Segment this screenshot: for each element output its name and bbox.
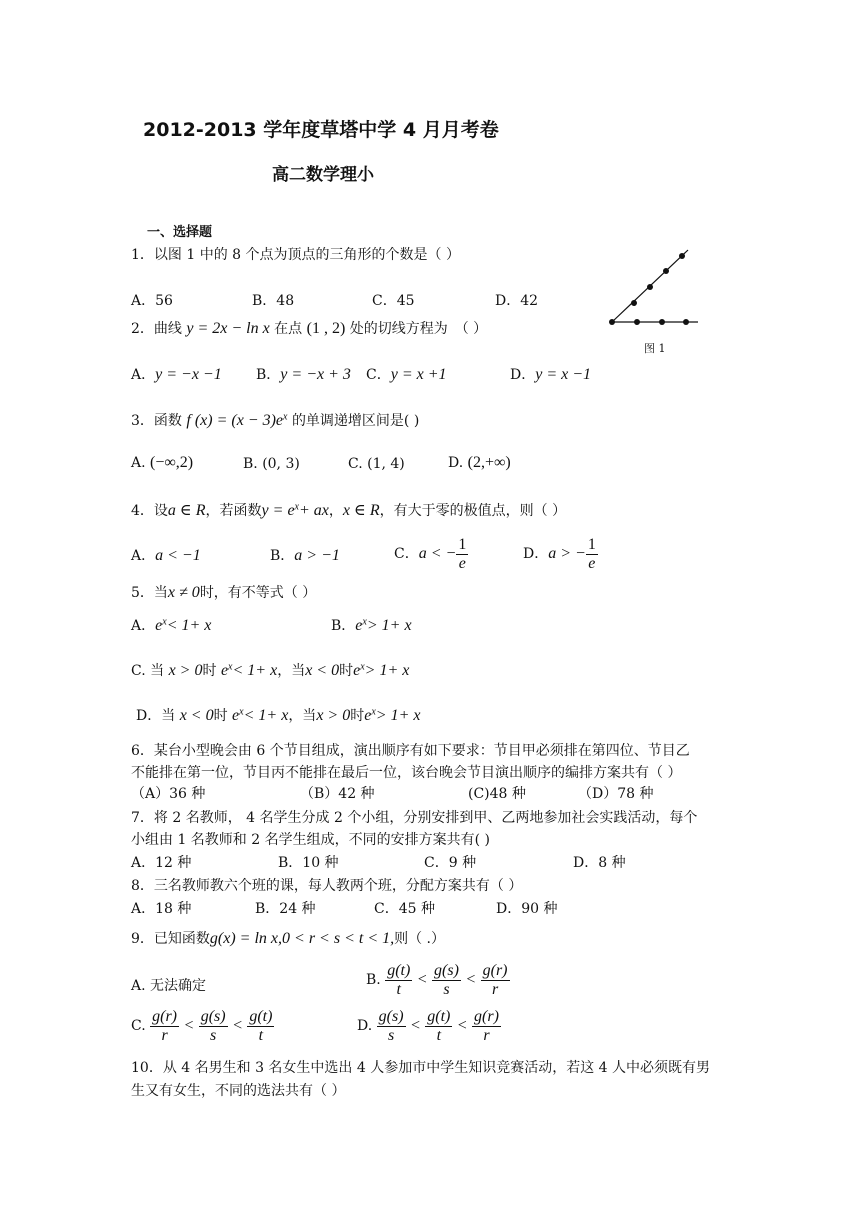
q5-d-cond2: x > 0 <box>316 707 351 724</box>
q5-c-t2: ，当 <box>277 663 306 679</box>
frac-denominator: s <box>443 980 450 998</box>
q6-option-c: (C)48 种 <box>468 786 526 802</box>
question-7-line-1: 7．将 2 名教师， 4 名学生分成 2 个小组，分别安排到甲、乙两地参加社会实践活动，每个 <box>131 810 698 826</box>
q9-stem-expr: g(x) = ln x,0 < r < s < t < 1, <box>209 930 395 947</box>
question-2-stem <box>131 318 487 338</box>
q2-stem-expr: y = 2x − ln x <box>186 320 270 337</box>
q3-option-b: B. (0, 3) <box>243 456 300 472</box>
q4-c-den: e <box>458 554 466 572</box>
q5-b-e: e <box>355 617 363 634</box>
q3-stem-end: 的单调递增区间是( ) <box>291 413 420 429</box>
q5-c-e2: e <box>353 662 361 679</box>
q4-comma: ， <box>328 503 343 519</box>
q3-stem-expr: f (x) = (x − 3)e <box>186 412 284 429</box>
frac-numerator: g(t) <box>249 1008 273 1025</box>
q4-a-label: A． <box>131 548 156 564</box>
figure-point <box>663 268 669 274</box>
q1-option-b: B．48 <box>252 293 295 309</box>
q5-d-t1: 时 <box>213 708 228 724</box>
q9-c-frac-3 <box>247 1008 274 1044</box>
frac-denominator: s <box>210 1026 217 1044</box>
q8-option-d: D．90 种 <box>496 901 558 917</box>
q6-option-b: （B）42 种 <box>300 786 375 802</box>
q5-a-label: A． <box>131 618 156 634</box>
q2-a-expr: y = −x −1 <box>155 366 222 383</box>
frac-denominator: t <box>258 1026 264 1044</box>
q4-stem-num: 4．设 <box>131 503 168 519</box>
frac-numerator: g(r) <box>474 1008 499 1025</box>
frac-denominator: t <box>396 980 401 998</box>
q5-d-label: D．当 <box>136 708 176 724</box>
q9-b-label: B. <box>366 972 381 989</box>
q8-option-b: B．24 种 <box>255 901 316 917</box>
q9-stem-num: 9．已知函数 <box>131 931 210 947</box>
q7-option-d: D．8 种 <box>573 855 626 871</box>
q9-d-frac-3 <box>472 1008 501 1044</box>
q3-a-label: A. <box>131 455 146 471</box>
less-than: < <box>183 1017 195 1035</box>
q4-d-expr: a > − <box>548 545 586 563</box>
q4-d-den: e <box>588 554 596 572</box>
q2-stem-num: 2．曲线 <box>131 321 182 337</box>
q7-option-a: A．12 种 <box>131 855 192 871</box>
q5-stem-num: 5．当 <box>131 585 168 601</box>
frac-numerator: g(r) <box>152 1008 178 1025</box>
q5-c-t3: 时 <box>339 663 354 679</box>
q2-stem-point: (1 , 2) <box>306 320 346 337</box>
q1-option-a: A．56 <box>131 293 173 309</box>
question-6-line-2: 不能排在第一位，节目丙不能排在最后一位，该台晚会节目演出顺序的编排方案共有（ ） <box>131 765 682 781</box>
q5-c-cond1: x > 0 <box>168 662 203 679</box>
figure-point <box>659 319 665 325</box>
figure-point <box>679 253 685 259</box>
q1-option-c: C．45 <box>372 293 415 309</box>
q7-option-b: B．10 种 <box>278 855 339 871</box>
question-7-line-2: 小组由 1 名教师和 2 名学生组成，不同的安排方案共有( ) <box>131 832 490 848</box>
q4-stem-sup: x <box>294 501 299 513</box>
q3-d-label: D. <box>448 455 464 471</box>
q4-stem-mid: ，若函数 <box>205 503 262 519</box>
q4-cond2: x ∈ R <box>342 502 380 519</box>
section-heading: 一、选择题 <box>147 225 213 240</box>
q2-stem-mid: 在点 <box>274 321 303 337</box>
q5-d-e2: e <box>364 707 372 724</box>
q4-c-expr: a < − <box>418 545 457 563</box>
figure-point <box>609 319 615 325</box>
question-9-stem <box>131 928 445 948</box>
q5-a-rest: < 1+ x <box>166 617 212 634</box>
q4-option-a <box>131 545 201 565</box>
figure-point <box>634 319 640 325</box>
q9-b-frac-3 <box>481 962 510 998</box>
question-8-stem: 8．三名教师教六个班的课，每人教两个班，分配方案共有（ ） <box>131 878 523 894</box>
q5-c-e1: e <box>220 662 229 679</box>
question-5-stem <box>131 582 316 602</box>
q4-b-expr: a > −1 <box>294 547 340 564</box>
question-10-line-1: 10．从 4 名男生和 3 名女生中选出 4 人参加市中学生知识竞赛活动，若这 4 人中必须既有男 <box>131 1060 711 1076</box>
q2-option-a <box>131 364 222 384</box>
less-than: < <box>232 1017 243 1035</box>
q4-c-label: C． <box>394 546 419 563</box>
q9-c-frac-1 <box>150 1008 179 1044</box>
q2-a-label: A． <box>131 367 156 383</box>
q5-c-cond2: x < 0 <box>305 662 340 679</box>
q2-b-label: B． <box>256 367 281 383</box>
frac-numerator: g(t) <box>387 962 411 979</box>
q9-b-frac-2 <box>432 962 461 998</box>
q9-d-frac-1 <box>377 1008 406 1044</box>
q2-d-expr: y = x −1 <box>535 366 592 383</box>
less-than: < <box>456 1017 468 1035</box>
q2-option-b <box>256 364 351 384</box>
q5-d-r2: > 1+ x <box>375 707 421 724</box>
q4-option-b <box>270 545 340 565</box>
q5-d-t2: ，当 <box>288 708 317 724</box>
q8-option-a: A．18 种 <box>131 901 192 917</box>
q5-a-sup: x <box>162 616 167 628</box>
q5-c-sup1: x <box>228 661 233 673</box>
q4-stem-expr2: + ax <box>299 502 329 519</box>
q5-c-sup2: x <box>360 661 365 673</box>
frac-denominator: r <box>161 1026 168 1044</box>
q4-option-c <box>394 536 468 572</box>
exam-title: 2012-2013 学年度草塔中学 4 月月考卷 <box>143 119 499 141</box>
q5-stem-cond: x ≠ 0 <box>167 584 200 601</box>
question-4-stem <box>131 500 566 520</box>
q5-option-a <box>131 615 211 635</box>
frac-numerator: g(t) <box>427 1008 451 1025</box>
question-10-line-2: 生又有女生，不同的选法共有（ ） <box>131 1083 346 1099</box>
q5-option-c <box>131 660 409 680</box>
q5-d-e1: e <box>232 707 240 724</box>
q6-option-d: （D）78 种 <box>578 786 654 802</box>
q5-b-label: B． <box>331 618 356 634</box>
q4-b-label: B． <box>270 548 295 564</box>
q9-option-c <box>131 1008 274 1044</box>
figure-1-diagram <box>600 245 710 335</box>
question-6-line-1: 6．某台小型晚会由 6 个节目组成，演出顺序有如下要求：节目甲必须排在第四位、节目乙 <box>131 743 690 759</box>
q9-d-frac-2 <box>425 1008 452 1044</box>
q3-option-d <box>448 454 511 472</box>
q2-d-label: D． <box>510 367 536 383</box>
q5-option-d <box>136 705 420 725</box>
q3-a-expr: (−∞,2) <box>150 454 194 471</box>
figure-point <box>683 319 689 325</box>
q4-d-label: D． <box>523 546 549 563</box>
q9-b-frac-1 <box>385 962 412 998</box>
q4-d-fraction <box>586 536 598 572</box>
q9-stem-end: 则（ .） <box>394 931 446 947</box>
q5-c-r1: < 1+ x <box>232 662 278 679</box>
q4-cond1: a ∈ R <box>167 502 206 519</box>
q2-option-c <box>366 364 447 384</box>
q9-c-frac-2 <box>199 1008 228 1044</box>
q2-c-expr: y = x +1 <box>390 366 447 383</box>
q5-a-e: e <box>155 617 163 634</box>
less-than: < <box>409 1017 421 1035</box>
q9-d-label: D. <box>357 1018 373 1035</box>
q2-b-expr: y = −x + 3 <box>280 366 351 383</box>
frac-denominator: r <box>491 980 499 998</box>
frac-denominator: t <box>436 1026 442 1044</box>
frac-numerator: g(s) <box>200 1008 226 1025</box>
q5-d-r1: < 1+ x <box>243 707 289 724</box>
figure-caption: 图 1 <box>644 342 666 355</box>
q5-c-r2: > 1+ x <box>364 662 410 679</box>
q3-option-a <box>131 454 193 472</box>
q2-stem-end: 处的切线方程为 （ ） <box>349 321 488 337</box>
q8-option-c: C．45 种 <box>374 901 435 917</box>
q4-c-num: 1 <box>458 536 467 553</box>
frac-numerator: g(s) <box>378 1008 404 1025</box>
q2-option-d <box>510 364 591 384</box>
less-than: < <box>465 971 477 989</box>
q5-stem-end: 时，有不等式（ ） <box>199 585 317 601</box>
q4-c-fraction <box>456 536 468 572</box>
figure-point <box>647 284 653 290</box>
q5-b-sup: x <box>362 616 367 628</box>
q9-option-a: A. 无法确定 <box>131 978 207 994</box>
q3-d-expr: (2,+∞) <box>467 454 511 471</box>
q5-c-label: C. 当 <box>131 663 165 679</box>
q4-stem-expr: y = e <box>261 502 295 519</box>
q3-stem-sup: x <box>283 411 288 423</box>
q9-c-label: C. <box>131 1018 146 1035</box>
exam-subtitle: 高二数学理小 <box>272 165 374 185</box>
frac-numerator: g(r) <box>482 962 508 979</box>
question-3-stem <box>131 410 419 430</box>
q5-d-sup2: x <box>371 706 376 718</box>
q5-c-t1: 时 <box>202 663 217 679</box>
q4-option-d <box>523 536 598 572</box>
figure-point <box>631 300 637 306</box>
q5-d-cond1: x < 0 <box>179 707 214 724</box>
q4-d-num: 1 <box>587 536 596 553</box>
q3-stem-num: 3．函数 <box>131 413 182 429</box>
q7-option-c: C．9 种 <box>424 855 477 871</box>
question-1-stem: 1．以图 1 中的 8 个点为顶点的三角形的个数是（ ） <box>131 247 460 263</box>
less-than: < <box>416 971 428 989</box>
frac-numerator: g(s) <box>434 962 459 979</box>
q5-d-sup1: x <box>239 706 244 718</box>
frac-denominator: s <box>387 1026 395 1044</box>
q5-d-t3: 时 <box>350 708 365 724</box>
q9-option-d <box>357 1008 501 1044</box>
q5-option-b <box>331 615 412 635</box>
q4-stem-end: ，有大于零的极值点，则（ ） <box>379 503 567 519</box>
q2-c-label: C． <box>366 367 391 383</box>
q6-option-a: （A）36 种 <box>131 786 206 802</box>
q9-option-b <box>366 962 510 998</box>
q3-option-c: C. (1, 4) <box>348 456 405 472</box>
frac-denominator: r <box>483 1026 490 1044</box>
q5-b-rest: > 1+ x <box>366 617 412 634</box>
q4-a-expr: a < −1 <box>155 547 201 564</box>
q1-option-d: D．42 <box>495 293 539 309</box>
